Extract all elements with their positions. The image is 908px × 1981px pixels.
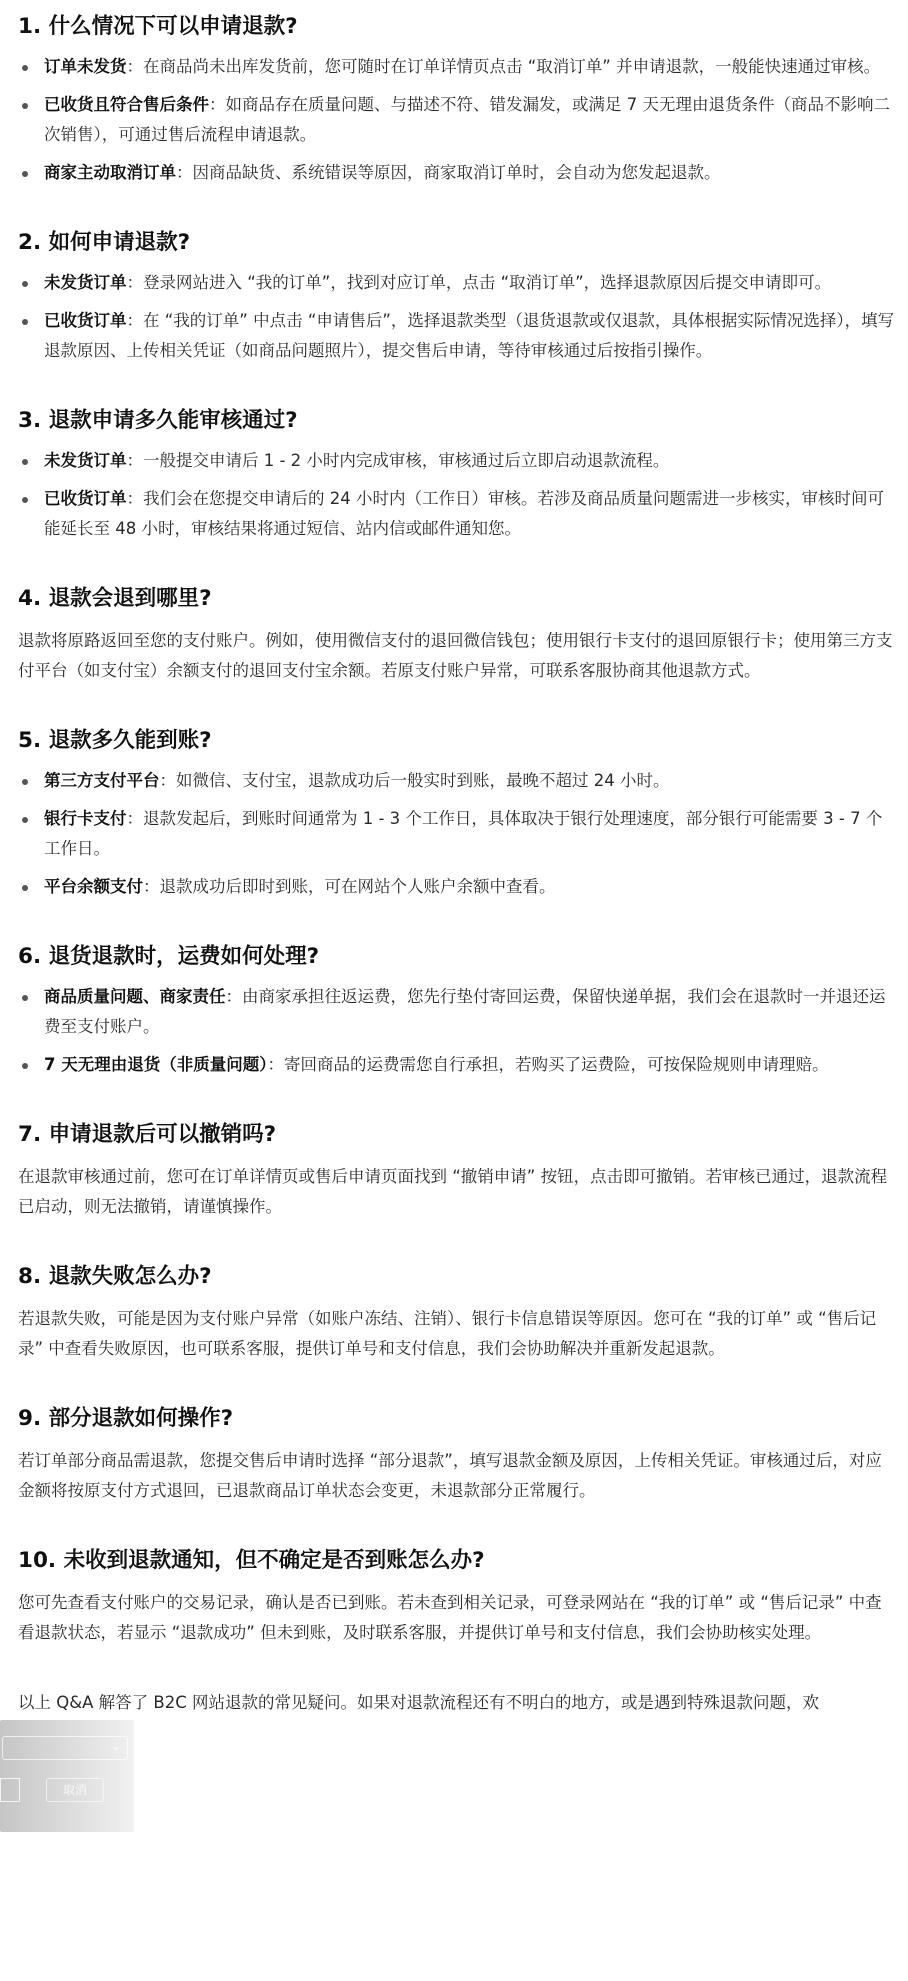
answer-list xyxy=(18,446,896,544)
list-item xyxy=(18,982,896,1042)
item-label: 已收货订单 xyxy=(44,489,127,508)
answer-list xyxy=(18,982,896,1080)
list-item xyxy=(18,306,896,366)
item-label: 7 天无理由退货（非质量问题） xyxy=(44,1055,268,1074)
answer-paragraph: 若退款失败，可能是因为支付账户异常（如账户冻结、注销）、银行卡信息错误等原因。您可在 “我的订单” 或 “售后记录” 中查看失败原因，也可联系客服，提供订单号和支付信息，我们会协助解决并重新发起退款。 xyxy=(18,1309,877,1358)
faq-section xyxy=(18,584,896,686)
answer-list xyxy=(18,766,896,902)
question-heading: 9. 部分退款如何操作? xyxy=(18,1406,234,1431)
question-heading: 5. 退款多久能到账? xyxy=(18,728,212,753)
faq-section xyxy=(18,1404,896,1506)
faq-section xyxy=(18,1262,896,1364)
list-item xyxy=(18,446,896,476)
item-label: 平台余额支付 xyxy=(44,877,143,896)
list-item xyxy=(18,484,896,544)
item-text: ：在 “我的订单” 中点击 “申请售后”，选择退款类型（退货退款或仅退款，具体根据实际情况选择），填写退款原因、上传相关凭证（如商品问题照片），提交售后申请，等待审核通过后按指引操作。 xyxy=(44,311,895,360)
text-input[interactable] xyxy=(0,1778,20,1802)
question-heading: 6. 退货退款时，运费如何处理? xyxy=(18,944,320,969)
faq-section xyxy=(18,942,896,1080)
faq-section xyxy=(18,228,896,366)
list-item xyxy=(18,872,896,902)
item-text: ：如微信、支付宝，退款成功后一般实时到账，最晚不超过 24 小时。 xyxy=(159,771,670,790)
item-text: ：因商品缺货、系统错误等原因，商家取消订单时，会自动为您发起退款。 xyxy=(176,163,721,182)
list-item xyxy=(18,158,896,188)
item-text: ：在商品尚未出库发货前，您可随时在订单详情页点击 “取消订单” 并申请退款，一般能快速通过审核。 xyxy=(126,57,881,76)
faq-section xyxy=(18,12,896,188)
item-text: ：由商家承担往返运费，您先行垫付寄回运费，保留快递单据，我们会在退款时一并退还运费至支付账户。 xyxy=(44,987,886,1036)
faq-section xyxy=(18,406,896,544)
item-text: ：如商品存在质量问题、与描述不符、错发漏发，或满足 7 天无理由退货条件（商品不影响二次销售），可通过售后流程申请退款。 xyxy=(44,95,890,144)
item-text: ：登录网站进入 “我的订单”，找到对应订单，点击 “取消订单”，选择退款原因后提交申请即可。 xyxy=(126,273,832,292)
floating-dialog-overlay xyxy=(0,1720,134,1832)
closing-paragraph: 以上 Q&A 解答了 B2C 网站退款的常见疑问。如果对退款流程还有不明白的地方，或是遇到特殊退款问题，欢 xyxy=(18,1693,819,1712)
cancel-button[interactable]: 取消 xyxy=(46,1778,104,1802)
question-heading: 2. 如何申请退款? xyxy=(18,230,191,255)
question-heading: 1. 什么情况下可以申请退款? xyxy=(18,14,298,39)
list-item xyxy=(18,268,896,298)
list-item xyxy=(18,804,896,864)
list-item xyxy=(18,766,896,796)
item-label: 商品质量问题、商家责任 xyxy=(44,987,226,1006)
answer-list xyxy=(18,268,896,366)
item-label: 未发货订单 xyxy=(44,273,127,292)
item-label: 商家主动取消订单 xyxy=(44,163,176,182)
answer-paragraph: 您可先查看支付账户的交易记录，确认是否已到账。若未查到相关记录，可登录网站在 “我的订单” 或 “售后记录” 中查看退款状态，若显示 “退款成功” 但未到账，及时联系客服，并提供订单号和支付信息，我们会协助核实处理。 xyxy=(18,1593,882,1642)
item-label: 未发货订单 xyxy=(44,451,127,470)
question-heading: 10. 未收到退款通知，但不确定是否到账怎么办? xyxy=(18,1548,485,1573)
faq-section xyxy=(18,1546,896,1648)
item-label: 订单未发货 xyxy=(44,57,127,76)
question-heading: 4. 退款会退到哪里? xyxy=(18,586,212,611)
item-text: ：退款成功后即时到账，可在网站个人账户余额中查看。 xyxy=(143,877,556,896)
question-heading: 8. 退款失败怎么办? xyxy=(18,1264,212,1289)
dropdown-select[interactable] xyxy=(2,1736,128,1760)
answer-paragraph: 若订单部分商品需退款，您提交售后申请时选择 “部分退款”，填写退款金额及原因，上传相关凭证。审核通过后，对应金额将按原支付方式退回，已退款商品订单状态会变更，未退款部分正常履行。 xyxy=(18,1451,882,1500)
question-heading: 3. 退款申请多久能审核通过? xyxy=(18,408,298,433)
question-heading: 7. 申请退款后可以撤销吗? xyxy=(18,1122,277,1147)
list-item xyxy=(18,90,896,150)
chevron-down-icon: ⌄ xyxy=(111,1740,121,1753)
faq-section xyxy=(18,726,896,902)
answer-list xyxy=(18,52,896,188)
item-text: ：退款发起后，到账时间通常为 1 - 3 个工作日，具体取决于银行处理速度，部分银行可能需要 3 - 7 个工作日。 xyxy=(44,809,883,858)
item-label: 银行卡支付 xyxy=(44,809,127,828)
item-label: 第三方支付平台 xyxy=(44,771,160,790)
list-item xyxy=(18,52,896,82)
list-item xyxy=(18,1050,896,1080)
item-text: ：一般提交申请后 1 - 2 小时内完成审核，审核通过后立即启动退款流程。 xyxy=(126,451,670,470)
item-label: 已收货且符合售后条件 xyxy=(44,95,209,114)
item-label: 已收货订单 xyxy=(44,311,127,330)
item-text: ：我们会在您提交申请后的 24 小时内（工作日）审核。若涉及商品质量问题需进一步核实，审核时间可能延长至 48 小时，审核结果将通过短信、站内信或邮件通知您。 xyxy=(44,489,884,538)
item-text: ：寄回商品的运费需您自行承担，若购买了运费险，可按保险规则申请理赔。 xyxy=(267,1055,829,1074)
faq-section xyxy=(18,1120,896,1222)
answer-paragraph: 退款将原路返回至您的支付账户。例如，使用微信支付的退回微信钱包；使用银行卡支付的退回原银行卡；使用第三方支付平台（如支付宝）余额支付的退回支付宝余额。若原支付账户异常，可联系客服协商其他退款方式。 xyxy=(18,631,893,680)
answer-paragraph: 在退款审核通过前，您可在订单详情页或售后申请页面找到 “撤销申请” 按钮，点击即可撤销。若审核已通过，退款流程已启动，则无法撤销，请谨慎操作。 xyxy=(18,1167,888,1216)
